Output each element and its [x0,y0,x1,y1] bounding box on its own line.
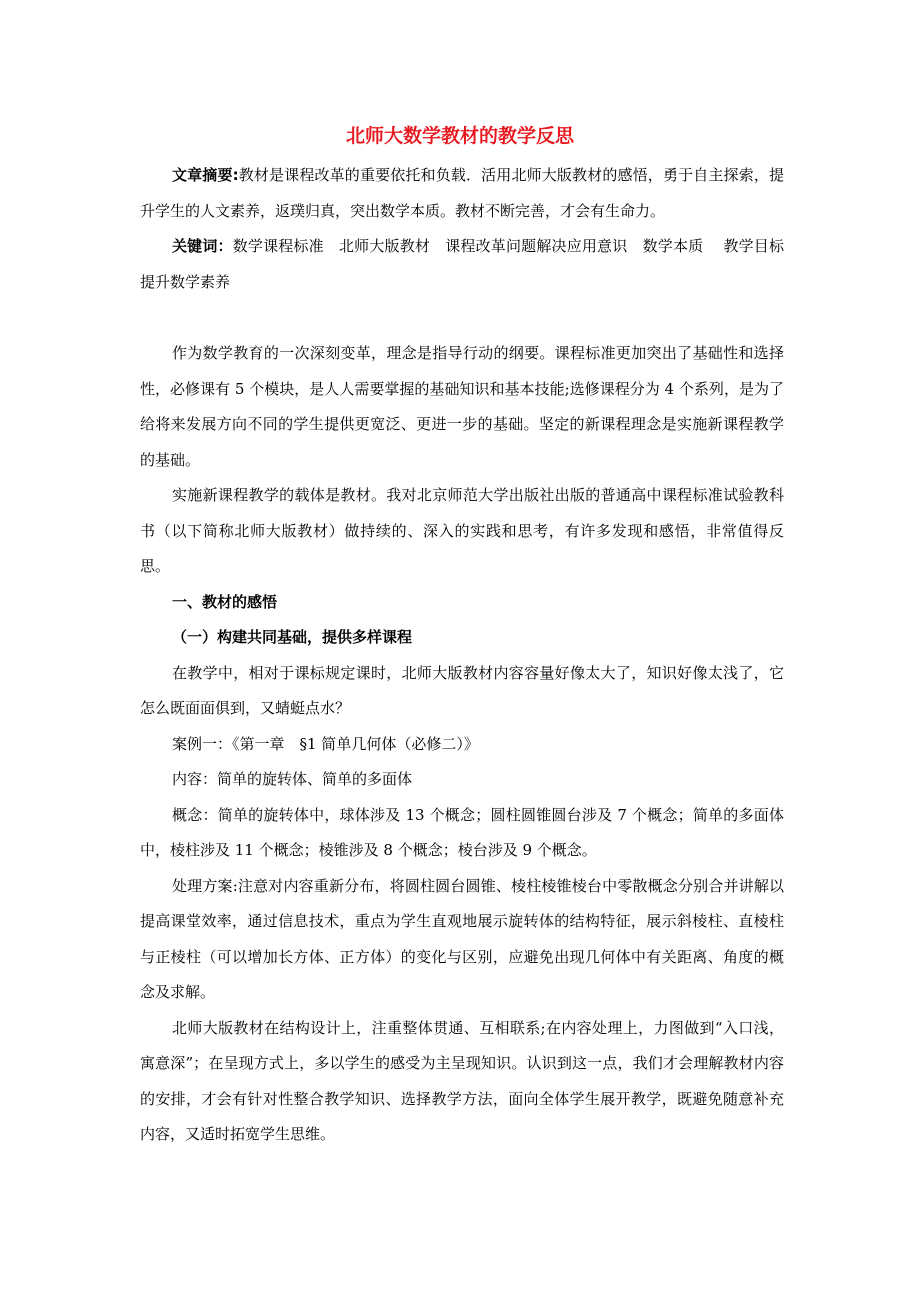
keywords-label: 关键词： [172,237,233,255]
abstract-label: 文章摘要: [172,166,239,184]
case-title: 案例一：《第一章 §1 简单几何体（必修二）》 [172,734,479,753]
keywords-paragraph [140,229,800,300]
subsection-heading: （一）构建共同基础，提供多样课程 [172,628,413,646]
document-title: 北师大数学教材的教学反思 [345,125,574,147]
document-body [140,158,800,1153]
spacer [140,300,784,336]
case-content: 内容：简单的旋转体、简单的多面体 [172,770,413,788]
abstract-paragraph [140,158,784,229]
case-concepts: 概念：简单的旋转体中，球体涉及 13 个概念；圆柱圆锥圆台涉及 7 个概念；简单的多面体中，棱柱涉及 11 个概念；棱锥涉及 8 个概念；棱台涉及 9 个概念。 [140,805,784,859]
section-heading: 一、教材的感悟 [172,592,278,611]
body-paragraph: 北师大版教材在结构设计上，注重整体贯通、互相联系;在内容处理上，力图做到“入口浅，寓意深”；在呈现方式上，多以学生的感受为主呈现知识。认识到这一点，我们才会理解教材内容的安排，才会有针对性整合教学知识、选择教学方法，面向全体学生展开教学，既避免随意补充内容，又适时拓宽学生思维。 [140,1018,784,1143]
intro-paragraph: 实施新课程教学的载体是教材。我对北京师范大学出版社出版的普通高中课程标准试验教科书（以下简称北师大版教材）做持续的、深入的实践和思考，有许多发现和感悟，非常值得反思。 [140,486,784,575]
case-solution: 处理方案:注意对内容重新分布，将圆柱圆台圆锥、棱柱棱锥棱台中零散概念分别合并讲解以提高课堂效率，通过信息技术，重点为学生直观地展示旋转体的结构特征，展示斜棱柱、直棱柱与正棱柱（可以增加长方体、正方体）的变化与区别，应避免出现几何体中有关距离、角度的概念及求解。 [140,876,784,1001]
keywords-text: 数学课程标准 北师大版教材 课程改革问题解决应用意识 数学本质 教学目标 提升数学素养 [140,237,800,291]
abstract-text: 教材是课程改革的重要依托和负载．活用北师大版教材的感悟，勇于自主探索，提升学生的人文素养，返璞归真，突出数学本质。教材不断完善，才会有生命力。 [140,166,784,220]
body-paragraph: 在教学中，相对于课标规定课时，北师大版教材内容容量好像太大了，知识好像太浅了，它怎么既面面俱到，又蜻蜓点水？ [140,663,784,717]
intro-paragraph: 作为数学教育的一次深刻变革，理念是指导行动的纲要。课程标准更加突出了基础性和选择性，必修课有 5 个模块，是人人需要掌握的基础知识和基本技能;选修课程分为 4 个系列，是为了给将来发展方向不同的学生提供更宽泛、更进一步的基础。坚定的新课程理念是实施新课程教学的基础。 [140,344,784,469]
